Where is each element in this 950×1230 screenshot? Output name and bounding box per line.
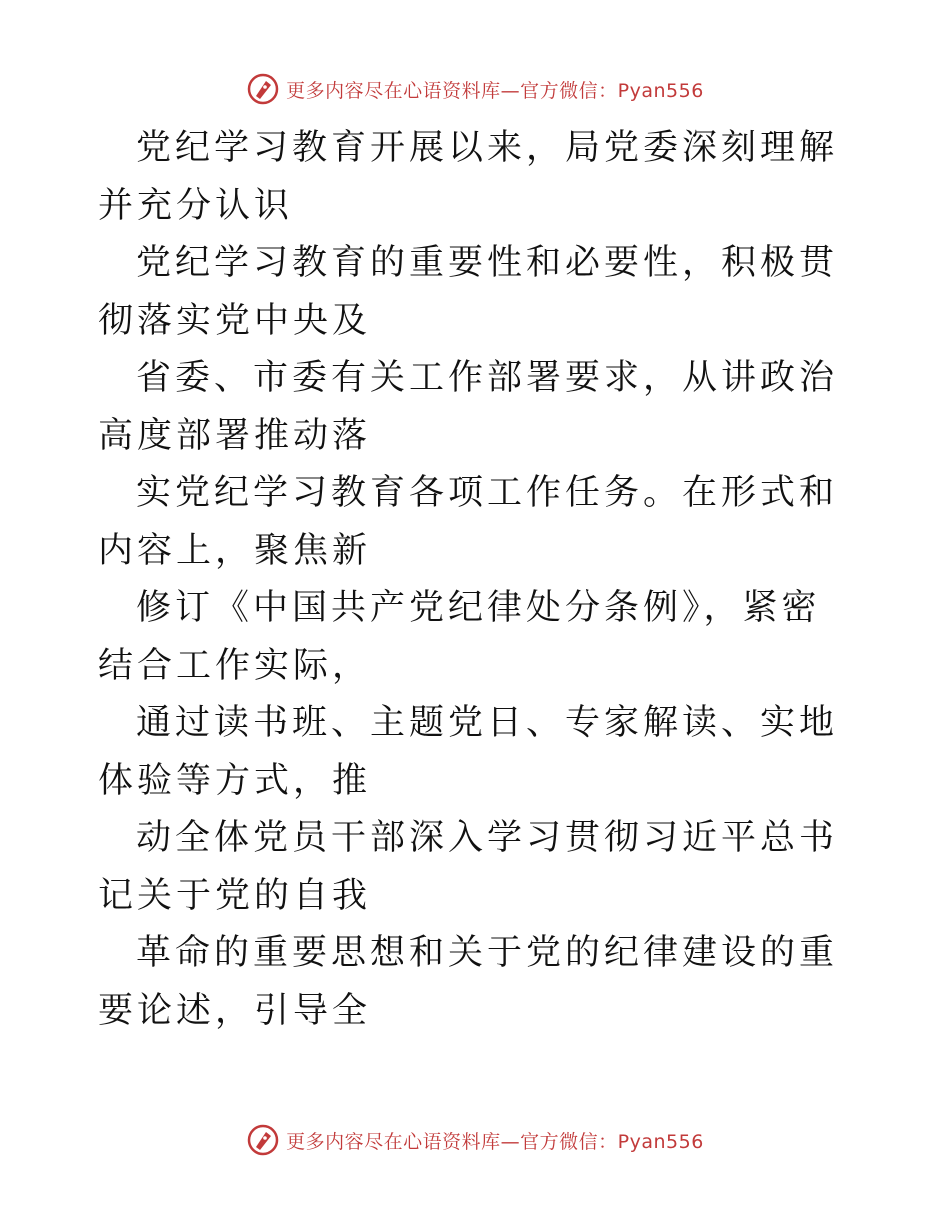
header-watermark — [0, 72, 950, 106]
paragraph: 动全体党员干部深入学习贯彻习近平总书记关于党的自我 — [98, 818, 839, 916]
paragraph: 通过读书班、主题党日、专家解读、实地体验等方式，推 — [98, 703, 839, 801]
paragraph: 实党纪学习教育各项工作任务。在形式和内容上，聚焦新 — [98, 473, 839, 571]
footer-watermark — [0, 1123, 950, 1157]
document-body — [98, 120, 858, 1040]
pen-nib-circle-icon — [246, 72, 280, 106]
paragraph: 省委、市委有关工作部署要求，从讲政治高度部署推动落 — [98, 358, 839, 456]
header-watermark-text: 更多内容尽在心语资料库—官方微信：Pyan556 — [286, 79, 704, 102]
paragraph: 革命的重要思想和关于党的纪律建设的重要论述，引导全 — [98, 933, 839, 1031]
paragraph: 修订《中国共产党纪律处分条例》，紧密结合工作实际， — [98, 588, 821, 686]
pen-nib-circle-icon — [246, 1123, 280, 1157]
footer-watermark-text: 更多内容尽在心语资料库—官方微信：Pyan556 — [286, 1130, 704, 1153]
paragraph: 党纪学习教育开展以来，局党委深刻理解并充分认识 — [98, 128, 839, 226]
paragraph: 党纪学习教育的重要性和必要性，积极贯彻落实党中央及 — [98, 243, 839, 341]
